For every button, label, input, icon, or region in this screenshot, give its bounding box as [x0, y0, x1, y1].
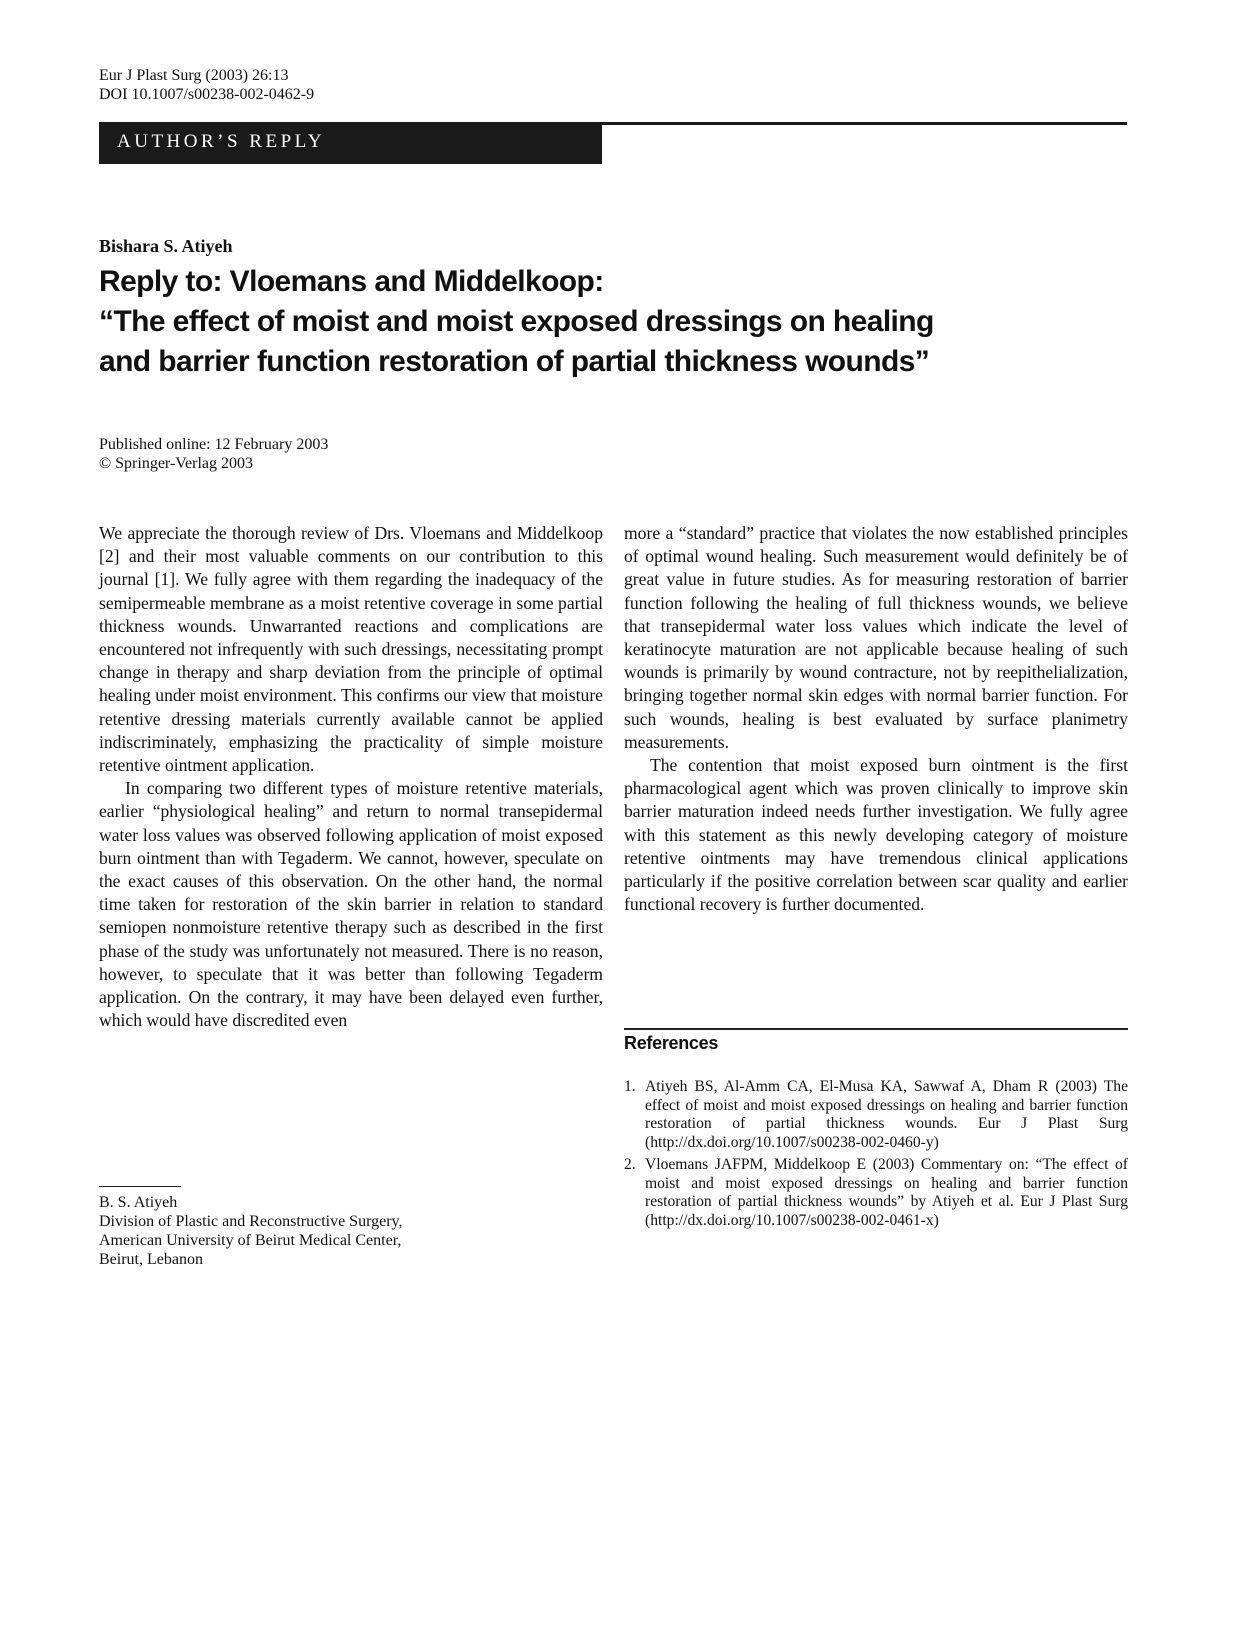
title-line: and barrier function restoration of partial thickness wounds” [99, 345, 930, 378]
body-column-right [624, 522, 1128, 916]
references-heading: References [624, 1033, 719, 1053]
reference-text: Atiyeh BS, Al-Amm CA, El-Musa KA, Sawwaf A, Dham R (2003) The effect of moist and moist exposed dressings on healing and barrier function restoration of partial thickness wounds. Eur J Plast Surg (http://dx.doi.org/10.1007/s00238-002-0460-y) [645, 1078, 1128, 1151]
body-paragraph: We appreciate the thorough review of Drs. Vloemans and Middelkoop [2] and their most valuable comments on our contribution to this journal [1]. We fully agree with them regarding the inadequacy of the semipermeable membrane as a moist retentive coverage in some partial thickness wounds. Unwarranted reactions and complications are encountered not infrequently with such dressings, necessitating prompt change in therapy and sharp deviation from the principle of optimal healing under moist environment. This confirms our view that moisture retentive dressing materials currently available cannot be applied indiscriminately, emphasizing the practicality of simple moisture retentive ointment application. [99, 523, 603, 776]
title-line: “The effect of moist and moist exposed dressings on healing [99, 305, 934, 338]
affiliation-name: B. S. Atiyeh [99, 1194, 178, 1211]
published-online: Published online: 12 February 2003 [99, 436, 329, 453]
body-paragraph: The contention that moist exposed burn ointment is the first pharmacological agent which was proven clinically to improve skin barrier maturation indeed needs further investigation. We fully agree with this statement as this newly developing category of moisture retentive ointments may have tremendous clinical applications particularly if the positive correlation between scar quality and earlier functional recovery is further documented. [624, 755, 1128, 915]
body-paragraph: more a “standard” practice that violates the now established principles of optimal wound healing. Such measurement would definitely be of great value in future studies. As for measuring restoration of barrier function following the healing of full thickness wounds, we believe that transepidermal water loss values which indicate the level of keratinocyte maturation are not applicable because healing of such wounds is primarily by wound contracture, not by reepithelialization, bringing together normal skin edges with normal barrier function. For such wounds, healing is best evaluated by surface planimetry measurements. [624, 523, 1128, 752]
doi: DOI 10.1007/s00238-002-0462-9 [99, 86, 315, 103]
journal-citation: Eur J Plast Surg (2003) 26:13 [99, 67, 289, 84]
affiliation-institution: American University of Beirut Medical Center, [99, 1232, 402, 1249]
section-header-block [99, 122, 602, 164]
author-name: Bishara S. Atiyeh [99, 236, 233, 256]
publication-info [99, 435, 328, 473]
body-paragraph: In comparing two different types of moisture retentive materials, earlier “physiological healing” and return to normal transepidermal water loss values was observed following application of moist exposed burn ointment than with Tegaderm. We cannot, however, speculate on the exact causes of this observation. On the other hand, the normal time taken for restoration of the skin barrier in relation to standard semiopen nonmoisture retentive therapy such as described in the first phase of the study was unfortunately not measured. There is no reason, however, to speculate that it was better than following Tegaderm application. On the contrary, it may have been delayed even further, which would have discredited even [99, 778, 603, 1031]
references-rule [624, 1028, 1128, 1030]
affiliation-location: Beirut, Lebanon [99, 1251, 203, 1268]
reference-number: 2. [624, 1156, 636, 1173]
reference-text: Vloemans JAFPM, Middelkoop E (2003) Commentary on: “The effect of moist and moist exposed dressings on healing and barrier function restoration of partial thickness wounds” by Atiyeh et al. Eur J Plast Surg (http://dx.doi.org/10.1007/s00238-002-0461-x) [645, 1156, 1128, 1229]
affiliation-rule [99, 1186, 181, 1187]
reference-item [624, 1078, 1128, 1152]
body-column-left [99, 522, 603, 1032]
section-header [99, 122, 1127, 164]
references-list [624, 1078, 1128, 1234]
copyright: © Springer-Verlag 2003 [99, 455, 254, 472]
article-title [99, 262, 1119, 382]
title-line: Reply to: Vloemans and Middelkoop: [99, 265, 604, 298]
affiliation-department: Division of Plastic and Reconstructive Surgery, [99, 1213, 403, 1230]
section-label: AUTHOR’S REPLY [117, 131, 326, 152]
journal-citation-block [99, 66, 314, 104]
reference-number: 1. [624, 1078, 636, 1095]
reference-item [624, 1156, 1128, 1230]
header-rule [602, 122, 1127, 125]
affiliation [99, 1193, 403, 1269]
